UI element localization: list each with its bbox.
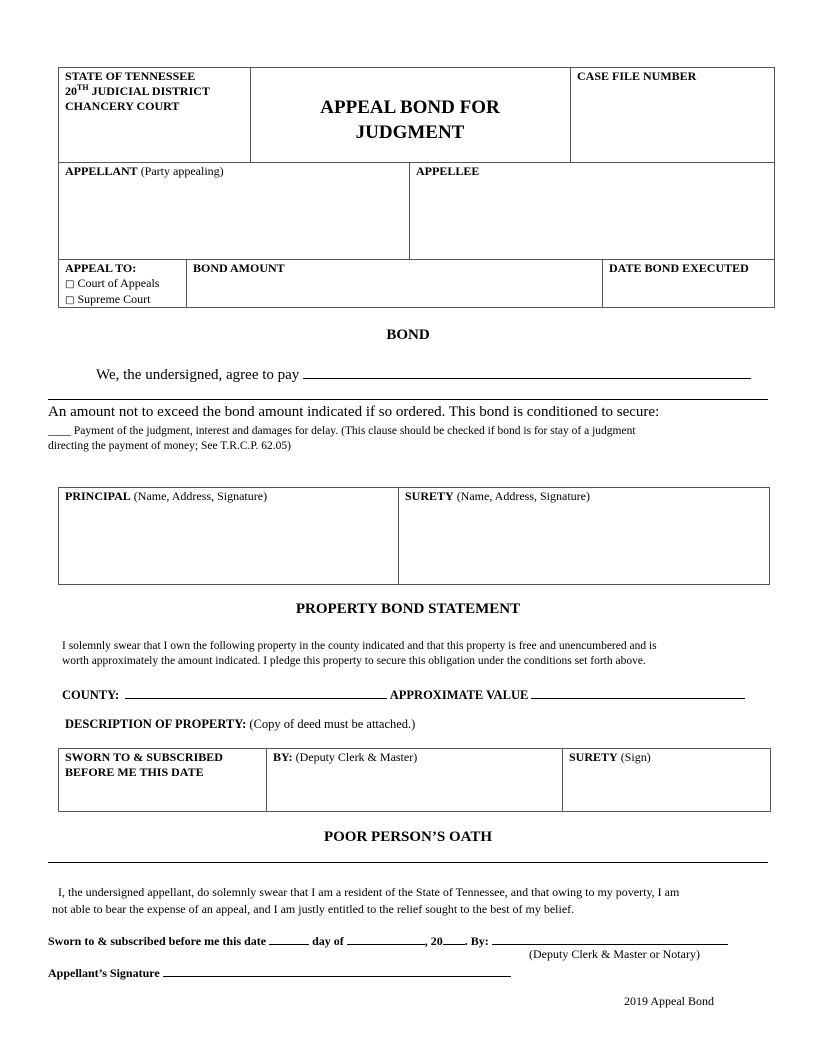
principal-note: (Name, Address, Signature) [130,489,268,503]
surety-sign-note: (Sign) [617,750,651,764]
poor-month-input[interactable] [347,932,425,945]
case-file-label: CASE FILE NUMBER [577,69,697,83]
poor-oath-rule [48,862,768,863]
form-title [250,95,570,145]
court-line-1: STATE OF TENNESSEE [65,69,196,83]
bond-amount-field[interactable]: BOND AMOUNT [193,261,285,275]
sworn-line-2: BEFORE ME THIS DATE [65,765,204,779]
poor-by-text: . By: [464,934,489,948]
checkbox-icon[interactable]: □ [65,295,75,306]
appellant-field[interactable] [65,164,224,179]
court-line-2 [65,84,245,99]
poor-year-input[interactable] [443,932,465,945]
district-number: 20 [65,84,77,98]
district-rest: JUDICIAL DISTRICT [88,84,210,98]
date-executed-field[interactable]: DATE BOND EXECUTED [609,261,749,275]
appellant-signature-line [48,964,511,981]
bond-heading: BOND [386,327,430,343]
sworn-divider-2 [562,748,563,812]
by-label: BY: [273,750,293,764]
parties-divider [409,162,410,260]
approx-value-label: APPROXIMATE VALUE [389,688,529,702]
description-label: DESCRIPTION OF PROPERTY: [65,717,247,731]
amount-text: An amount not to exceed the bond amount indicated if so ordered. This bond is conditioned to secure: [48,404,660,420]
court-of-appeals-option[interactable] [65,276,185,292]
year-prefix: 20 [430,934,443,948]
description-note: (Copy of deed must be attached.) [246,717,416,731]
option-label: Supreme Court [77,292,151,306]
agree-text: We, the undersigned, agree to pay [96,367,300,383]
supreme-court-option[interactable] [65,292,185,308]
property-heading: PROPERTY BOND STATEMENT [295,601,521,617]
description-line[interactable] [65,717,415,732]
payment-clause [48,424,768,454]
property-oath-line-1: I solemnly swear that I own the following property in the county indicated and that this property is free and unencumbered and is [62,640,657,652]
sworn-line-1: SWORN TO & SUBSCRIBED [65,750,223,764]
poor-oath-text [52,884,772,918]
title-line-2: JUDGMENT [355,122,465,143]
poor-day-input[interactable] [269,932,309,945]
court-info [65,69,245,114]
appeal-to-section [65,261,185,308]
by-note: (Deputy Clerk & Master) [292,750,418,764]
footer-label: 2019 Appeal Bond [624,994,714,1008]
appeal-divider-1 [186,259,187,308]
header-divider-2 [570,67,571,163]
by-clerk-field[interactable] [273,750,417,765]
appellee-field[interactable]: APPELLEE [416,164,480,178]
payment-line-2: directing the payment of money; See T.R.C.P. 62.05) [48,440,291,452]
payment-line-1 [48,424,768,439]
principal-field[interactable] [65,489,267,504]
surety-note: (Name, Address, Signature) [453,489,590,503]
day-of-text: day of [312,934,344,948]
payment-text: Payment of the judgment, interest and damages for delay. (This clause should be checked if bond is for stay of a judgment [71,425,636,437]
sworn-divider-1 [266,748,267,812]
poor-oath-line-2: not able to bear the expense of an appeal, and I am justly entitled to the relief sought to the best of my belief. [52,902,575,916]
payee-input[interactable] [303,366,751,379]
payee-continuation-line[interactable] [48,399,768,400]
poor-by-note: (Deputy Clerk & Master or Notary) [529,947,700,961]
appellant-label: APPELLANT [65,164,138,178]
poor-oath-heading: POOR PERSON’S OATH [323,829,493,845]
surety-label: SURETY [405,489,454,503]
appellant-note: (Party appealing) [137,164,224,178]
sworn-date-field[interactable] [65,750,223,780]
poor-by-input[interactable] [492,932,728,945]
county-label: COUNTY: [62,688,120,702]
checkbox-icon[interactable]: □ [65,279,75,290]
district-suffix: TH [77,83,89,92]
appeal-divider-2 [602,259,603,308]
appellant-signature-input[interactable] [163,964,511,977]
principal-label: PRINCIPAL [65,489,131,503]
poor-oath-line-1: I, the undersigned appellant, do solemnly swear that I am a resident of the State of Tennessee, and that owing to my poverty, I am [58,885,680,899]
appellant-signature-label: Appellant’s Signature [48,966,160,980]
property-oath-line-2: worth approximately the amount indicated. I pledge this property to secure this obligation under the conditions set forth above. [62,655,646,667]
appeal-to-label: APPEAL TO: [65,261,137,275]
surety-sign-field[interactable] [569,750,651,765]
property-oath [62,639,762,669]
agree-line [96,366,751,384]
county-line [62,686,745,703]
poor-sworn-line: Sworn to & subscribed before me this date day of , 20 . By: [48,932,728,949]
signers-divider [398,487,399,585]
surety-sign-label: SURETY [569,750,618,764]
court-line-3: CHANCERY COURT [65,99,180,113]
surety-field[interactable] [405,489,590,504]
payment-checkbox[interactable]: ____ [48,425,71,437]
title-line-1: APPEAL BOND FOR [320,97,500,118]
poor-sworn-text: Sworn to & subscribed before me this date [48,934,267,948]
county-input[interactable] [125,686,387,699]
approx-value-input[interactable] [531,686,745,699]
option-label: Court of Appeals [77,276,160,290]
